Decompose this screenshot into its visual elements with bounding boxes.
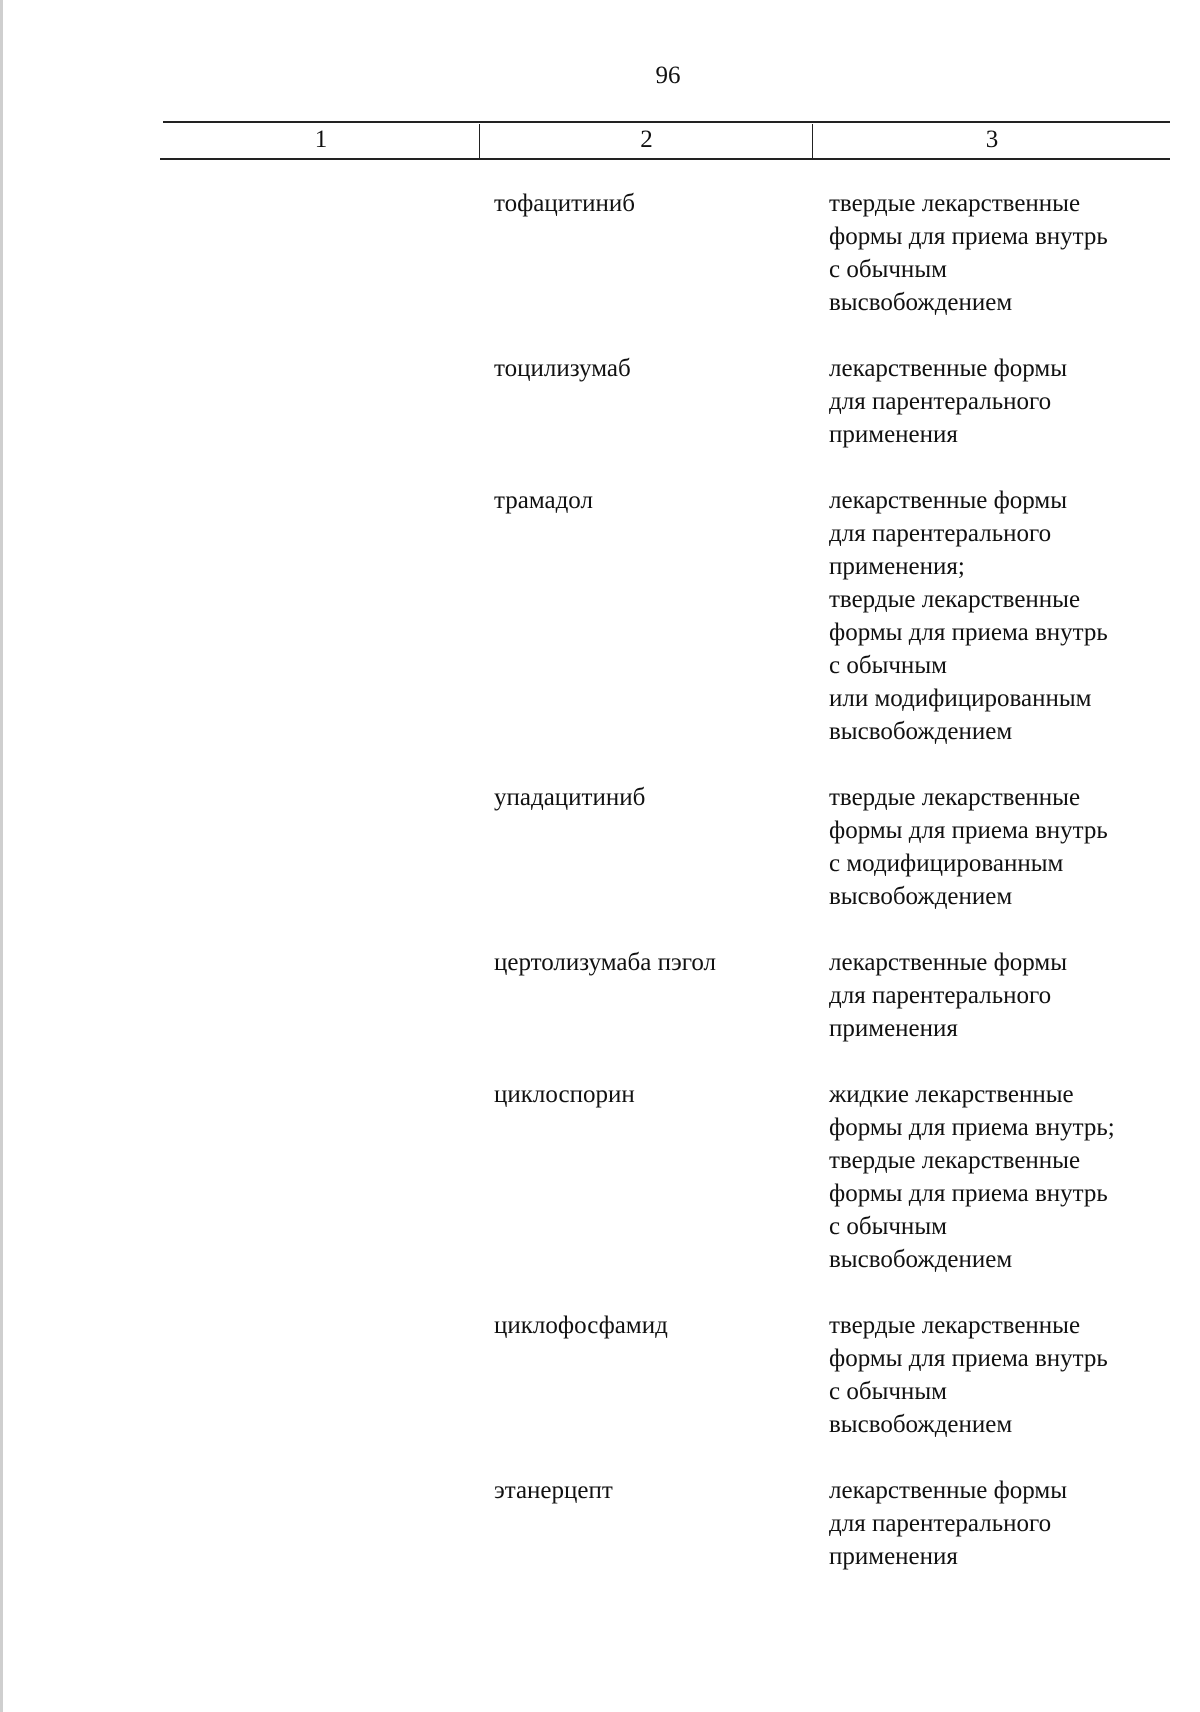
dosage-forms: [829, 1474, 1189, 1573]
dosage-form-line: твердые лекарственные: [829, 1312, 1081, 1339]
dosage-forms: [829, 484, 1189, 748]
table-row: [0, 1309, 1200, 1441]
table-row: [0, 187, 1200, 319]
dosage-forms: [829, 1309, 1189, 1441]
dosage-form-line: с обычным: [829, 1378, 947, 1405]
dosage-form-line: формы для приема внутрь: [829, 1345, 1108, 1372]
dosage-forms: [829, 781, 1189, 913]
dosage-forms: [829, 946, 1189, 1045]
column-divider: [812, 124, 813, 158]
dosage-form-line: формы для приема внутрь: [829, 817, 1108, 844]
table-row: [0, 484, 1200, 748]
dosage-form-line: формы для приема внутрь: [829, 619, 1108, 646]
dosage-form-line: формы для приема внутрь;: [829, 1114, 1115, 1141]
table-header-bottom-rule: [160, 158, 1170, 160]
table-row: [0, 781, 1200, 913]
drug-name: этанерцепт: [494, 1477, 613, 1504]
dosage-forms: [829, 187, 1189, 319]
dosage-form-line: жидкие лекарственные: [829, 1081, 1074, 1108]
dosage-form-line: с обычным: [829, 1213, 947, 1240]
drug-name: циклофосфамид: [494, 1312, 668, 1339]
dosage-form-line: или модифицированным: [829, 685, 1092, 712]
dosage-form-line: применения: [829, 1015, 958, 1042]
dosage-form-line: твердые лекарственные: [829, 784, 1081, 811]
dosage-form-line: для парентерального: [829, 520, 1052, 547]
drug-name: циклоспорин: [494, 1081, 635, 1108]
drug-name: цертолизумаба пэгол: [494, 949, 716, 976]
dosage-form-line: для парентерального: [829, 982, 1052, 1009]
dosage-forms: [829, 352, 1189, 451]
dosage-form-line: для парентерального: [829, 388, 1052, 415]
table-row: [0, 352, 1200, 451]
dosage-form-line: высвобождением: [829, 1246, 1013, 1273]
table-body: [0, 187, 1200, 1606]
dosage-form-line: с модифицированным: [829, 850, 1064, 877]
dosage-form-line: высвобождением: [829, 718, 1013, 745]
table-header-top-rule: [163, 121, 1170, 123]
dosage-form-line: лекарственные формы: [829, 355, 1068, 382]
table-row: [0, 1078, 1200, 1276]
dosage-forms: [829, 1078, 1189, 1276]
dosage-form-line: формы для приема внутрь: [829, 1180, 1108, 1207]
dosage-form-line: с обычным: [829, 256, 947, 283]
table-row: [0, 1474, 1200, 1573]
dosage-form-line: высвобождением: [829, 883, 1013, 910]
column-header-1: 1: [314, 126, 328, 153]
drug-name: тофацитиниб: [494, 190, 635, 217]
dosage-form-line: для парентерального: [829, 1510, 1052, 1537]
dosage-form-line: высвобождением: [829, 289, 1013, 316]
column-header-2: 2: [640, 126, 653, 153]
dosage-form-line: твердые лекарственные: [829, 586, 1081, 613]
page-number: 96: [655, 62, 681, 89]
table-row: [0, 946, 1200, 1045]
dosage-form-line: лекарственные формы: [829, 949, 1068, 976]
dosage-form-line: лекарственные формы: [829, 1477, 1068, 1504]
dosage-form-line: высвобождением: [829, 1411, 1013, 1438]
dosage-form-line: твердые лекарственные: [829, 190, 1081, 217]
drug-name: трамадол: [494, 487, 593, 514]
drug-name: упадацитиниб: [494, 784, 646, 811]
dosage-form-line: лекарственные формы: [829, 487, 1068, 514]
dosage-form-line: применения;: [829, 553, 965, 580]
column-header-3: 3: [985, 126, 999, 153]
dosage-form-line: твердые лекарственные: [829, 1147, 1081, 1174]
dosage-form-line: формы для приема внутрь: [829, 223, 1108, 250]
column-divider: [479, 124, 480, 158]
drug-name: тоцилизумаб: [494, 355, 631, 382]
dosage-form-line: применения: [829, 1543, 958, 1570]
dosage-form-line: применения: [829, 421, 958, 448]
dosage-form-line: с обычным: [829, 652, 947, 679]
